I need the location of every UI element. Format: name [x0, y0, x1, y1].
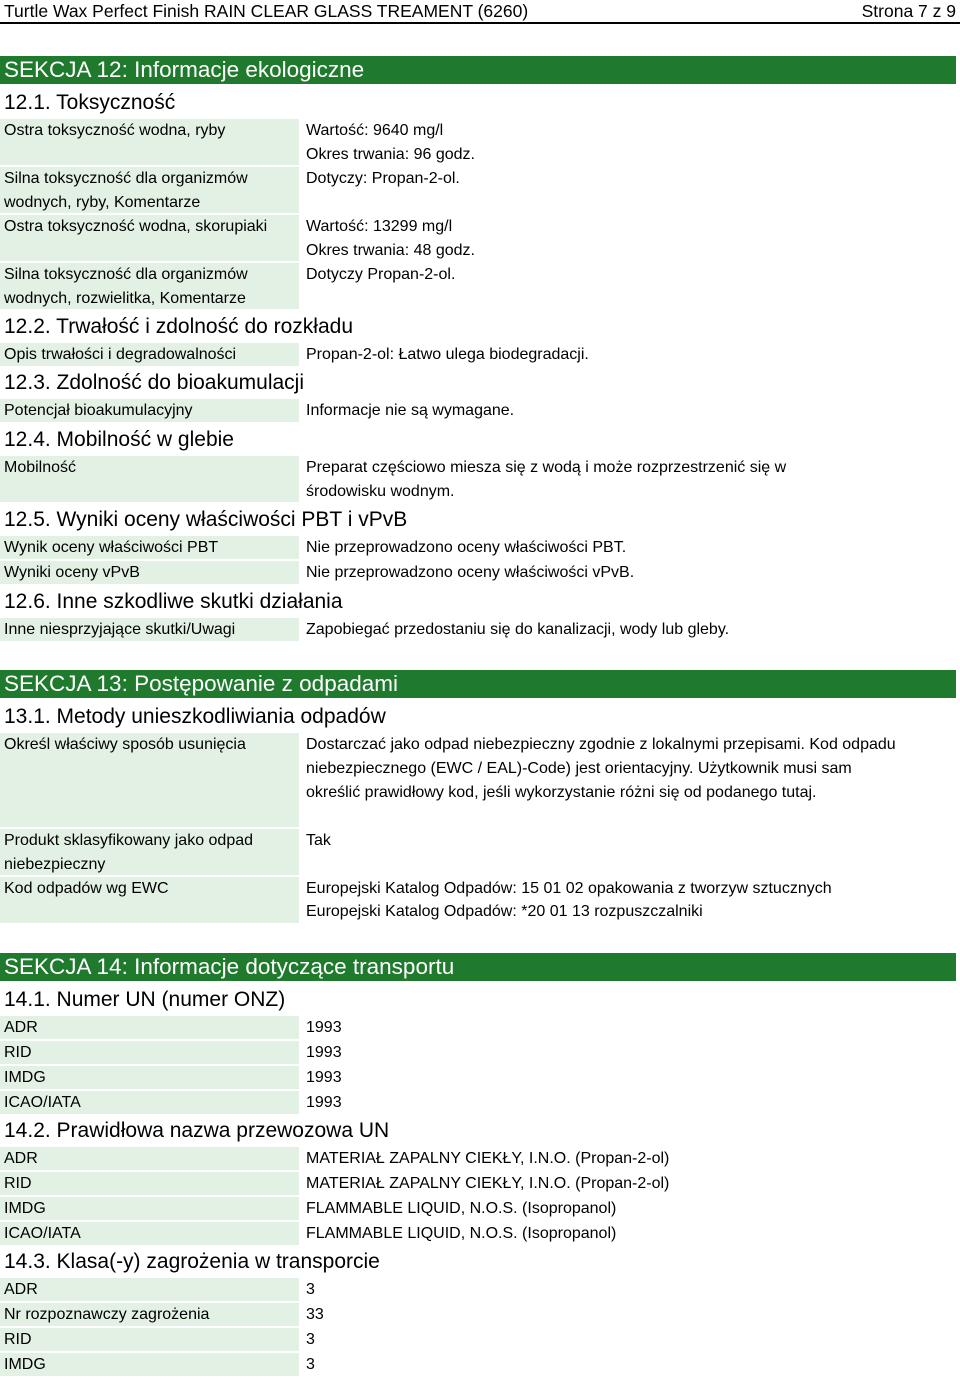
un-rid-value: 1993	[306, 1044, 342, 1061]
disposal-method-value: Dostarczać jako odpad niebezpieczny zgodnie z lokalnymi przepisami. Kod odpadu niebezpiecznego (EWC / EAL)-Code) jest orientacyjny. Użytkownik musi sam określić prawidłowy kod, jeśli wykorzystanie różni się od podanego tutaj.	[306, 736, 896, 801]
name-icao-label: ICAO/IATA	[0, 1222, 299, 1245]
tox-daphnia-comment-value: Dotyczy Propan-2-ol.	[306, 266, 456, 283]
section-13-heading: SEKCJA 13: Postępowanie z odpadami	[0, 670, 956, 698]
page-number: Strona 7 z 9	[861, 1, 956, 21]
class-rid-value: 3	[306, 1331, 315, 1348]
document-title: Turtle Wax Perfect Finish RAIN CLEAR GLASS TREAMENT (6260)	[4, 1, 529, 21]
ewc-code-value-1: Europejski Katalog Odpadów: 15 01 02 opakowania z tworzyw sztucznych	[306, 880, 832, 897]
subsection-12-5-heading: 12.5. Wyniki oceny właściwości PBT i vPvB	[4, 508, 408, 531]
other-effects-label: Inne niesprzyjające skutki/Uwagi	[0, 618, 299, 641]
subsection-14-3-heading: 14.3. Klasa(-y) zagrożenia w transporcie	[4, 1250, 380, 1273]
bioacc-value: Informacje nie są wymagane.	[306, 402, 515, 419]
class-imdg-label: IMDG	[0, 1353, 299, 1376]
tox-crustacea-value: Wartość: 13299 mg/l	[306, 218, 453, 235]
section-12-heading: SEKCJA 12: Informacje ekologiczne	[0, 56, 956, 84]
subsection-12-3-heading: 12.3. Zdolność do bioakumulacji	[4, 371, 305, 394]
hazardous-waste-value: Tak	[306, 832, 331, 849]
ewc-code-label: Kod odpadów wg EWC	[0, 877, 299, 923]
mobility-label: Mobilność	[0, 456, 299, 502]
persistence-label: Opis trwałości i degradowalności	[0, 343, 299, 366]
other-effects-value: Zapobiegać przedostaniu się do kanalizacji, wody lub gleby.	[306, 621, 730, 638]
name-imdg-value: FLAMMABLE LIQUID, N.O.S. (Isopropanol)	[306, 1200, 617, 1217]
class-adr-label: ADR	[0, 1278, 299, 1301]
vpvb-value: Nie przeprowadzono oceny właściwości vPvB.	[306, 564, 635, 581]
tox-fish-value: Wartość: 9640 mg/l	[306, 122, 444, 139]
name-icao-value: FLAMMABLE LIQUID, N.O.S. (Isopropanol)	[306, 1225, 617, 1242]
pbt-value: Nie przeprowadzono oceny właściwości PBT.	[306, 539, 627, 556]
name-imdg-label: IMDG	[0, 1197, 299, 1220]
page-header	[0, 0, 960, 24]
tox-crustacea-duration: Okres trwania: 48 godz.	[306, 242, 475, 259]
tox-fish-duration: Okres trwania: 96 godz.	[306, 146, 475, 163]
ewc-code-value-2: Europejski Katalog Odpadów: *20 01 13 rozpuszczalniki	[306, 903, 703, 920]
pbt-label: Wynik oceny właściwości PBT	[0, 536, 299, 559]
subsection-14-1-heading: 14.1. Numer UN (numer ONZ)	[4, 988, 286, 1011]
name-adr-label: ADR	[0, 1147, 299, 1170]
section-14-heading: SEKCJA 14: Informacje dotyczące transportu	[0, 953, 956, 981]
class-adr-value: 3	[306, 1281, 315, 1298]
tox-fish-comment-value: Dotyczy: Propan-2-ol.	[306, 170, 460, 187]
name-rid-label: RID	[0, 1172, 299, 1195]
un-rid-label: RID	[0, 1041, 299, 1064]
un-adr-value: 1993	[306, 1019, 342, 1036]
tox-daphnia-comment-label: Silna toksyczność dla organizmów wodnych, rozwielitka, Komentarze	[0, 263, 299, 309]
tox-fish-comment-label: Silna toksyczność dla organizmów wodnych, ryby, Komentarze	[0, 167, 299, 213]
mobility-value: Preparat częściowo miesza się z wodą i może rozprzestrzenić się w środowisku wodnym.	[306, 459, 787, 500]
disposal-method-label: Określ właściwy sposób usunięcia	[0, 733, 299, 827]
un-imdg-value: 1993	[306, 1069, 342, 1086]
hazard-id-value: 33	[306, 1306, 324, 1323]
subsection-13-1-heading: 13.1. Metody unieszkodliwiania odpadów	[4, 705, 386, 728]
class-imdg-value: 3	[306, 1356, 315, 1373]
persistence-value: Propan-2-ol: Łatwo ulega biodegradacji.	[306, 346, 589, 363]
un-icao-value: 1993	[306, 1094, 342, 1111]
subsection-12-4-heading: 12.4. Mobilność w glebie	[4, 428, 234, 451]
un-adr-label: ADR	[0, 1016, 299, 1039]
subsection-14-2-heading: 14.2. Prawidłowa nazwa przewozowa UN	[4, 1119, 390, 1142]
vpvb-label: Wyniki oceny vPvB	[0, 561, 299, 584]
name-adr-value: MATERIAŁ ZAPALNY CIEKŁY, I.N.O. (Propan-2-ol)	[306, 1150, 670, 1167]
hazard-id-label: Nr rozpoznawczy zagrożenia	[0, 1303, 299, 1326]
un-icao-label: ICAO/IATA	[0, 1091, 299, 1114]
class-rid-label: RID	[0, 1328, 299, 1351]
un-imdg-label: IMDG	[0, 1066, 299, 1089]
subsection-12-6-heading: 12.6. Inne szkodliwe skutki działania	[4, 590, 343, 613]
hazardous-waste-label: Produkt sklasyfikowany jako odpad niebezpieczny	[0, 829, 299, 875]
tox-fish-label: Ostra toksyczność wodna, ryby	[0, 119, 299, 165]
name-rid-value: MATERIAŁ ZAPALNY CIEKŁY, I.N.O. (Propan-2-ol)	[306, 1175, 670, 1192]
tox-crustacea-label: Ostra toksyczność wodna, skorupiaki	[0, 215, 299, 261]
subsection-12-2-heading: 12.2. Trwałość i zdolność do rozkładu	[4, 315, 354, 338]
subsection-12-1-heading: 12.1. Toksyczność	[4, 91, 176, 114]
bioacc-label: Potencjał bioakumulacyjny	[0, 399, 299, 422]
